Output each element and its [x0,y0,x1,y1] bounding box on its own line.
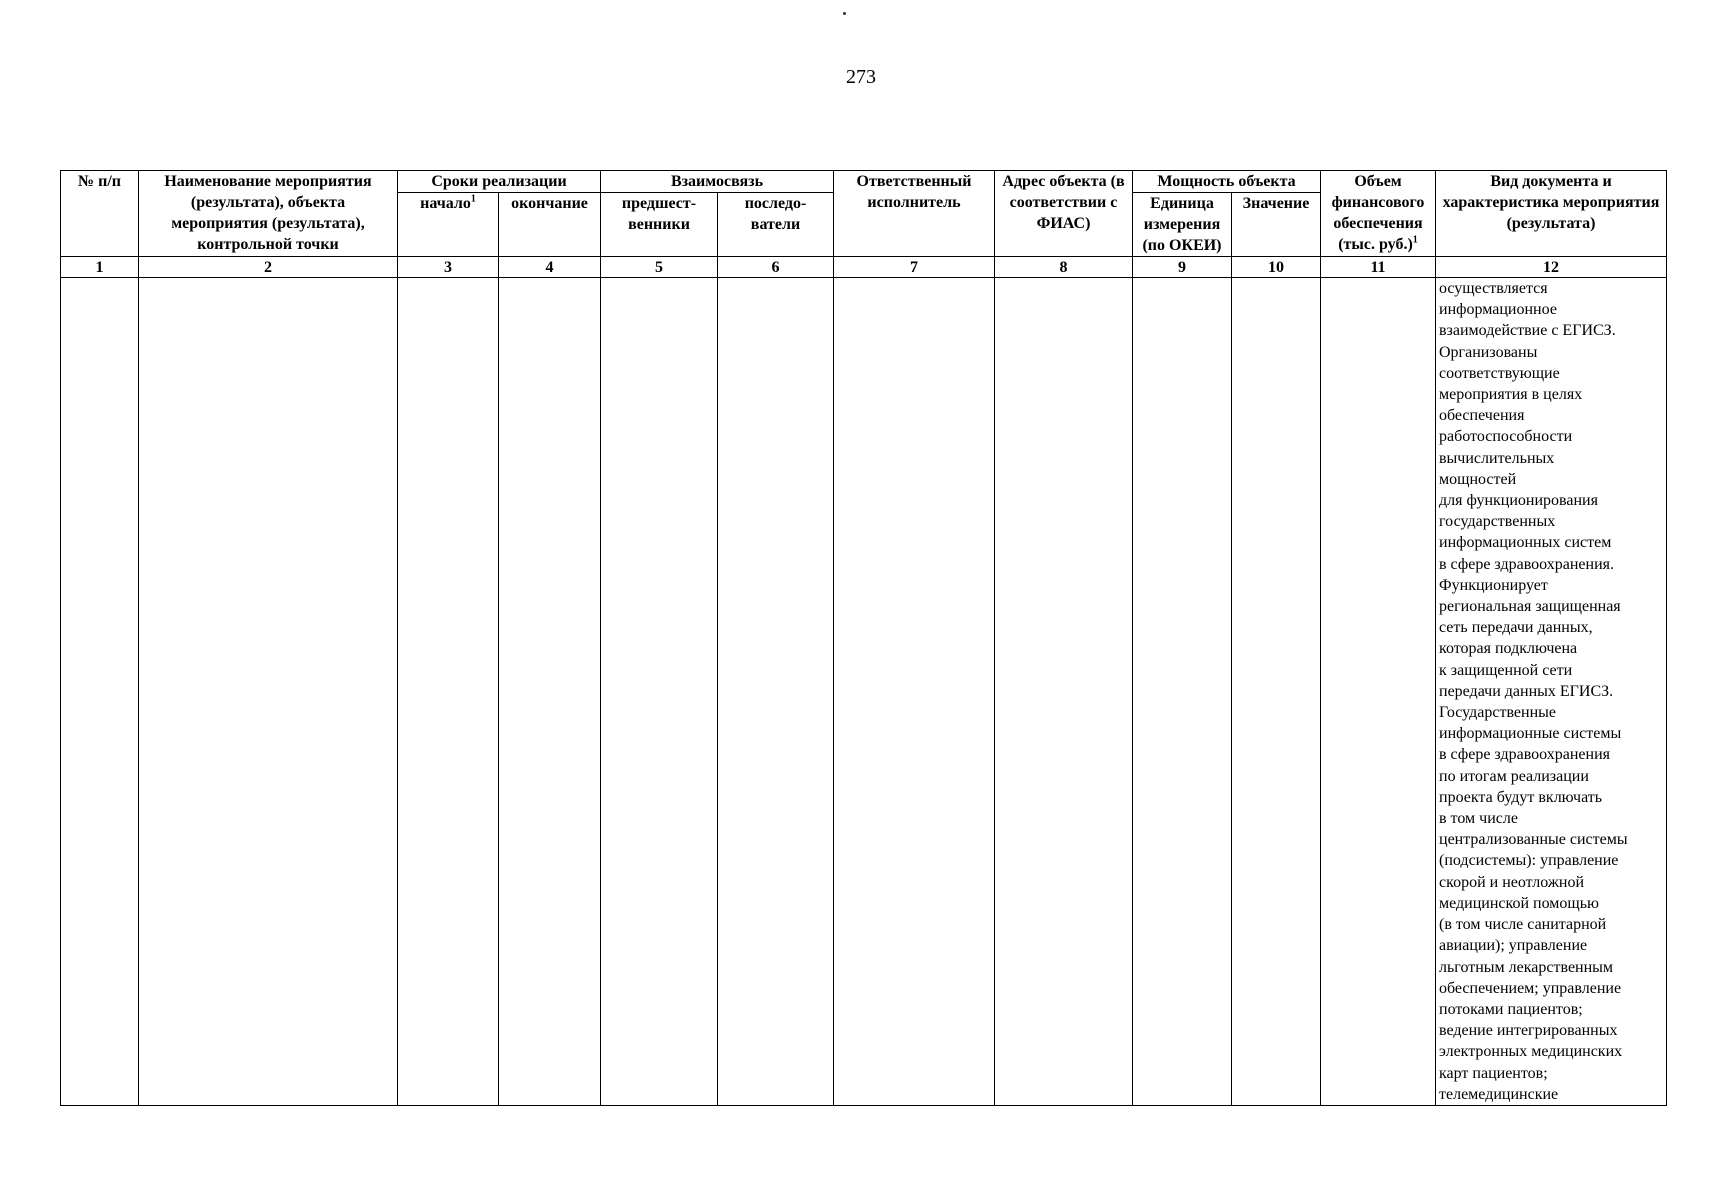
column-number: 7 [834,257,995,278]
cell-value [1232,278,1321,1106]
column-number: 6 [718,257,834,278]
header-group-terms: Сроки реализации [398,171,601,193]
description-line: информационное [1439,301,1557,319]
cell-document-description [1436,278,1667,1106]
description-line: взаимодействие с ЕГИСЗ. [1439,322,1616,340]
description-line: потоками пациентов; [1439,1000,1583,1018]
header-finance [1321,171,1436,257]
column-number: 3 [398,257,499,278]
page-number: 273 [846,66,876,88]
description-line: для функционирования [1439,492,1598,510]
description-line: ведение интегрированных [1439,1022,1618,1040]
description-line: телемедицинские [1439,1085,1559,1103]
description-line: сеть передачи данных, [1439,619,1593,637]
header-finance-text: Объем финансового обеспечения (тыс. руб.) [1331,173,1425,253]
header-row-1 [61,171,1667,193]
column-number: 11 [1321,257,1436,278]
description-line: в том числе [1439,810,1518,828]
description-line: обеспечения [1439,407,1525,425]
header-end: окончание [499,193,601,257]
cell-address [995,278,1133,1106]
header-start-footnote: 1 [470,193,476,205]
description-line: осуществляется [1439,280,1548,297]
description-line: мероприятия в целях [1439,386,1583,404]
description-line: которая подключена [1439,640,1578,658]
cell-predecessors [601,278,718,1106]
description-line: региональная защищенная [1439,598,1621,616]
cell-name [139,278,398,1106]
header-start [398,193,499,257]
description-line: соответствующие [1439,364,1560,382]
scan-artifact-dot [843,12,846,15]
cell-num [61,278,139,1106]
header-address: Адрес объекта (в соответствии с ФИАС) [995,171,1133,257]
header-finance-footnote: 1 [1412,234,1418,246]
description-line: работоспособности [1439,428,1573,446]
header-group-relation: Взаимосвязь [601,171,834,193]
header-predecessors: предшест- венники [601,193,718,257]
description-line: проекта будут включать [1439,788,1603,806]
cell-finance [1321,278,1436,1106]
header-responsible: Ответственный исполнитель [834,171,995,257]
description-line: электронных медицинских [1439,1043,1623,1061]
description-line: авиации); управление [1439,937,1588,955]
description-line: (подсистемы): управление [1439,852,1619,870]
description-line: карт пациентов; [1439,1064,1548,1082]
description-line: Функционирует [1439,576,1548,594]
description-line: мощностей [1439,470,1517,488]
header-value: Значение [1232,193,1321,257]
description-line: информационные системы [1439,725,1622,743]
activities-table [60,170,1667,1106]
description-line: Организованы [1439,343,1538,361]
description-line: государственных [1439,513,1556,531]
description-line: централизованные системы [1439,831,1628,849]
header-group-capacity: Мощность объекта [1133,171,1321,193]
description-line: вычислительных [1439,449,1555,467]
description-line: к защищенной сети [1439,661,1573,679]
cell-start [398,278,499,1106]
description-line: передачи данных ЕГИСЗ. [1439,682,1614,700]
header-successors: последо- ватели [718,193,834,257]
description-line: льготным лекарственным [1439,958,1614,976]
header-name: Наименование мероприятия (результата), объекта мероприятия (результата), контрольной точки [139,171,398,257]
header-start-text: начало [420,195,471,212]
description-line: в сфере здравоохранения [1439,746,1610,764]
header-num: № п/п [61,171,139,257]
column-number: 1 [61,257,139,278]
header-unit: Единица измерения (по ОКЕИ) [1133,193,1232,257]
column-number: 2 [139,257,398,278]
description-line: обеспечением; управление [1439,979,1622,997]
description-line: по итогам реализации [1439,767,1589,785]
description-line: информационных систем [1439,534,1612,552]
description-line: медицинской помощью [1439,894,1599,912]
description-line: скорой и неотложной [1439,873,1584,891]
cell-unit [1133,278,1232,1106]
column-number: 10 [1232,257,1321,278]
column-number: 5 [601,257,718,278]
column-number: 4 [499,257,601,278]
description-line: в сфере здравоохранения. [1439,555,1614,573]
table-row [61,278,1667,1106]
header-document: Вид документа и характеристика мероприятия (результата) [1436,171,1667,257]
column-number: 12 [1436,257,1667,278]
description-line: (в том числе санитарной [1439,916,1607,934]
cell-responsible [834,278,995,1106]
description-line: Государственные [1439,704,1556,722]
column-number: 8 [995,257,1133,278]
column-number-row [61,257,1667,278]
column-number: 9 [1133,257,1232,278]
cell-end [499,278,601,1106]
cell-successors [718,278,834,1106]
